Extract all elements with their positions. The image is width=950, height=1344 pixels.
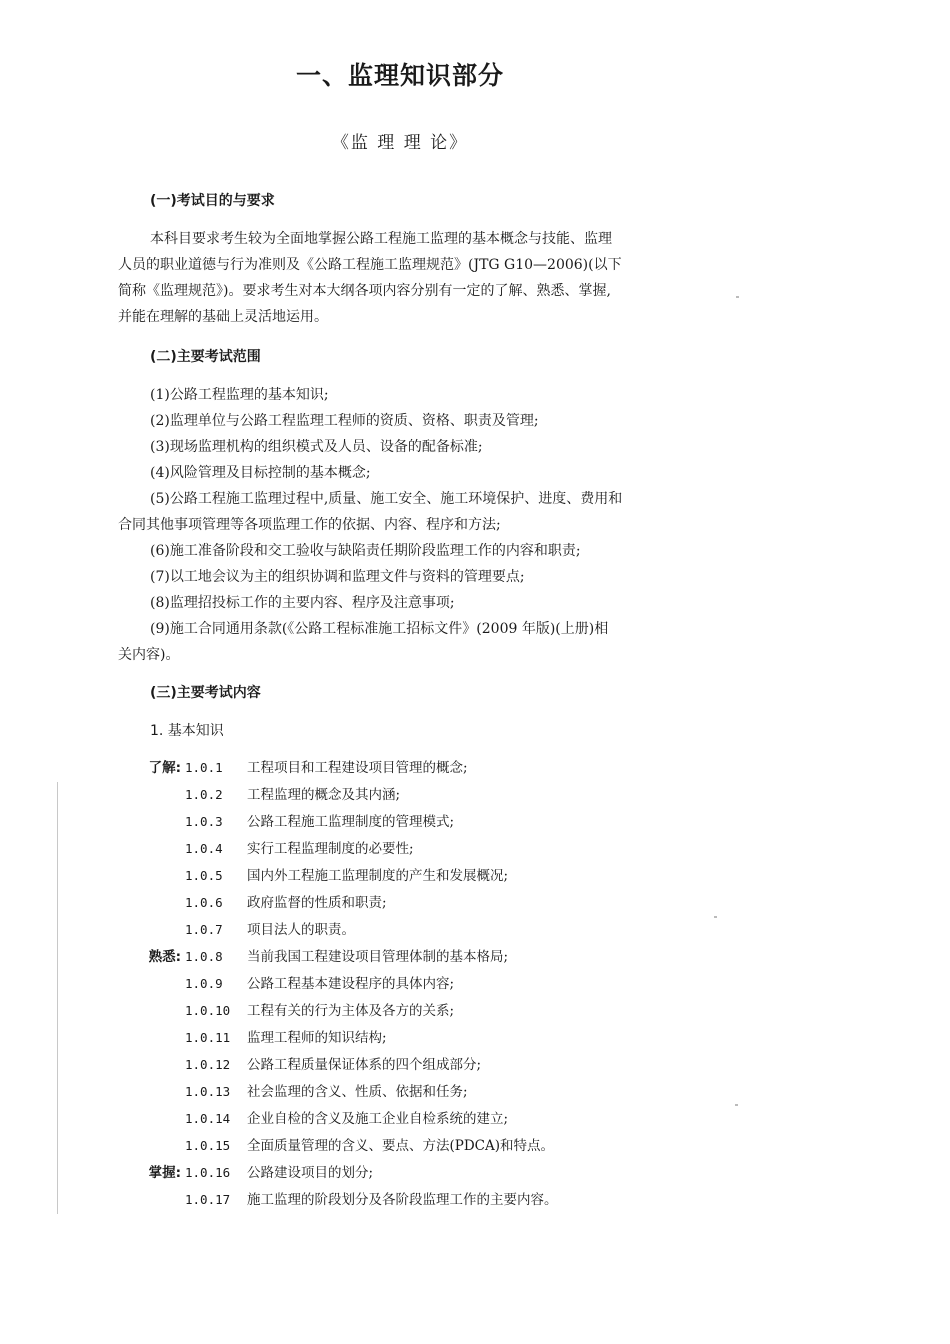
- content-item: [143, 1188, 558, 1212]
- item-text: 公路工程基本建设程序的具体内容;: [247, 976, 455, 992]
- item-code: 1.0.13: [185, 1084, 231, 1099]
- scan-speck: [714, 916, 717, 918]
- item-code: 1.0.8: [185, 949, 223, 964]
- content-item: [143, 1134, 554, 1158]
- content-item: [143, 1053, 481, 1077]
- item-text: 企业自检的含义及施工企业自检系统的建立;: [247, 1111, 509, 1127]
- page-title: 一、监理知识部分: [295, 61, 504, 90]
- content-item: [143, 945, 508, 969]
- content-item: [143, 918, 355, 942]
- content-item: [143, 810, 454, 834]
- content-item: [143, 972, 454, 996]
- content-item: [143, 837, 414, 861]
- item-text: 监理工程师的知识结构;: [247, 1030, 387, 1046]
- item-code: 1.0.14: [185, 1111, 231, 1126]
- item-text: 公路工程质量保证体系的四个组成部分;: [247, 1057, 482, 1073]
- paragraph-line: 并能在理解的基础上灵活地运用。: [118, 309, 328, 325]
- item-text: 工程项目和工程建设项目管理的概念;: [247, 760, 468, 776]
- section-heading-content: (三)主要考试内容: [150, 685, 261, 701]
- paragraph-line: 简称《监理规范》)。要求考生对本大纲各项内容分别有一定的了解、熟悉、掌握,: [118, 283, 611, 299]
- section-scope-list: [118, 382, 622, 668]
- item-code: 1.0.17: [185, 1192, 231, 1207]
- scope-item: (4)风险管理及目标控制的基本概念;: [150, 465, 371, 481]
- scope-item: (9)施工合同通用条款(《公路工程标准施工招标文件》(2009 年版)(上册)相: [150, 621, 609, 637]
- subsection-heading-basics: 1. 基本知识: [150, 723, 224, 739]
- item-code: 1.0.5: [185, 868, 223, 883]
- item-text: 实行工程监理制度的必要性;: [247, 841, 414, 857]
- page-subtitle: 《监 理 理 论》: [331, 133, 469, 153]
- item-code: 1.0.7: [185, 922, 223, 937]
- margin-rule: [57, 782, 58, 1214]
- item-level: 掌握:: [148, 1165, 181, 1181]
- scope-item: (2)监理单位与公路工程监理工程师的资质、资格、职责及管理;: [150, 413, 539, 429]
- item-level: 熟悉:: [148, 949, 181, 965]
- item-code: 1.0.16: [185, 1165, 231, 1180]
- item-text: 国内外工程施工监理制度的产生和发展概况;: [247, 868, 509, 884]
- content-item: [143, 1107, 508, 1131]
- content-item: [143, 756, 468, 780]
- paragraph-line: 本科目要求考生较为全面地掌握公路工程施工监理的基本概念与技能、监理: [150, 231, 612, 247]
- item-code: 1.0.4: [185, 841, 223, 856]
- item-text: 项目法人的职责。: [247, 922, 355, 938]
- content-item: [143, 1080, 468, 1104]
- content-item: [143, 864, 508, 888]
- item-text: 施工监理的阶段划分及各阶段监理工作的主要内容。: [247, 1192, 558, 1208]
- item-code: 1.0.12: [185, 1057, 231, 1072]
- item-code: 1.0.10: [185, 1003, 231, 1018]
- item-code: 1.0.11: [185, 1030, 231, 1045]
- section-heading-scope: (二)主要考试范围: [150, 349, 261, 365]
- item-text: 工程监理的概念及其内涵;: [247, 787, 401, 803]
- scope-item: (8)监理招投标工作的主要内容、程序及注意事项;: [150, 595, 455, 611]
- item-code: 1.0.9: [185, 976, 223, 991]
- section-purpose-paragraph: [118, 226, 622, 330]
- content-item: [143, 783, 400, 807]
- item-text: 全面质量管理的含义、要点、方法(PDCA)和特点。: [247, 1138, 555, 1154]
- scope-item: (3)现场监理机构的组织模式及人员、设备的配备标准;: [150, 439, 483, 455]
- content-item: [143, 999, 454, 1023]
- scope-item: (7)以工地会议为主的组织协调和监理文件与资料的管理要点;: [150, 569, 525, 585]
- content-item: [143, 891, 387, 915]
- section-heading-purpose: (一)考试目的与要求: [150, 193, 275, 209]
- item-code: 1.0.2: [185, 787, 223, 802]
- scope-item-continued: 合同其他事项管理等各项监理工作的依据、内容、程序和方法;: [118, 517, 501, 533]
- item-text: 社会监理的含义、性质、依据和任务;: [247, 1084, 468, 1100]
- scan-speck: [735, 1104, 738, 1106]
- item-text: 公路工程施工监理制度的管理模式;: [247, 814, 455, 830]
- content-item: [143, 1026, 387, 1050]
- scan-speck: [736, 296, 739, 298]
- item-text: 公路建设项目的划分;: [247, 1165, 374, 1181]
- scope-item: (5)公路工程施工监理过程中,质量、施工安全、施工环境保护、进度、费用和: [150, 491, 623, 507]
- item-text: 当前我国工程建设项目管理体制的基本格局;: [247, 949, 509, 965]
- item-text: 工程有关的行为主体及各方的关系;: [247, 1003, 455, 1019]
- item-code: 1.0.3: [185, 814, 223, 829]
- scope-item: (6)施工准备阶段和交工验收与缺陷责任期阶段监理工作的内容和职责;: [150, 543, 581, 559]
- content-item: [143, 1161, 373, 1185]
- item-code: 1.0.6: [185, 895, 223, 910]
- item-code: 1.0.1: [185, 760, 223, 775]
- item-text: 政府监督的性质和职责;: [247, 895, 387, 911]
- item-level: 了解:: [148, 760, 181, 776]
- scope-item: (1)公路工程监理的基本知识;: [150, 387, 329, 403]
- paragraph-line: 人员的职业道德与行为准则及《公路工程施工监理规范》(JTG G10—2006)(以下: [118, 257, 622, 273]
- scope-item-continued: 关内容)。: [118, 647, 180, 663]
- item-code: 1.0.15: [185, 1138, 231, 1153]
